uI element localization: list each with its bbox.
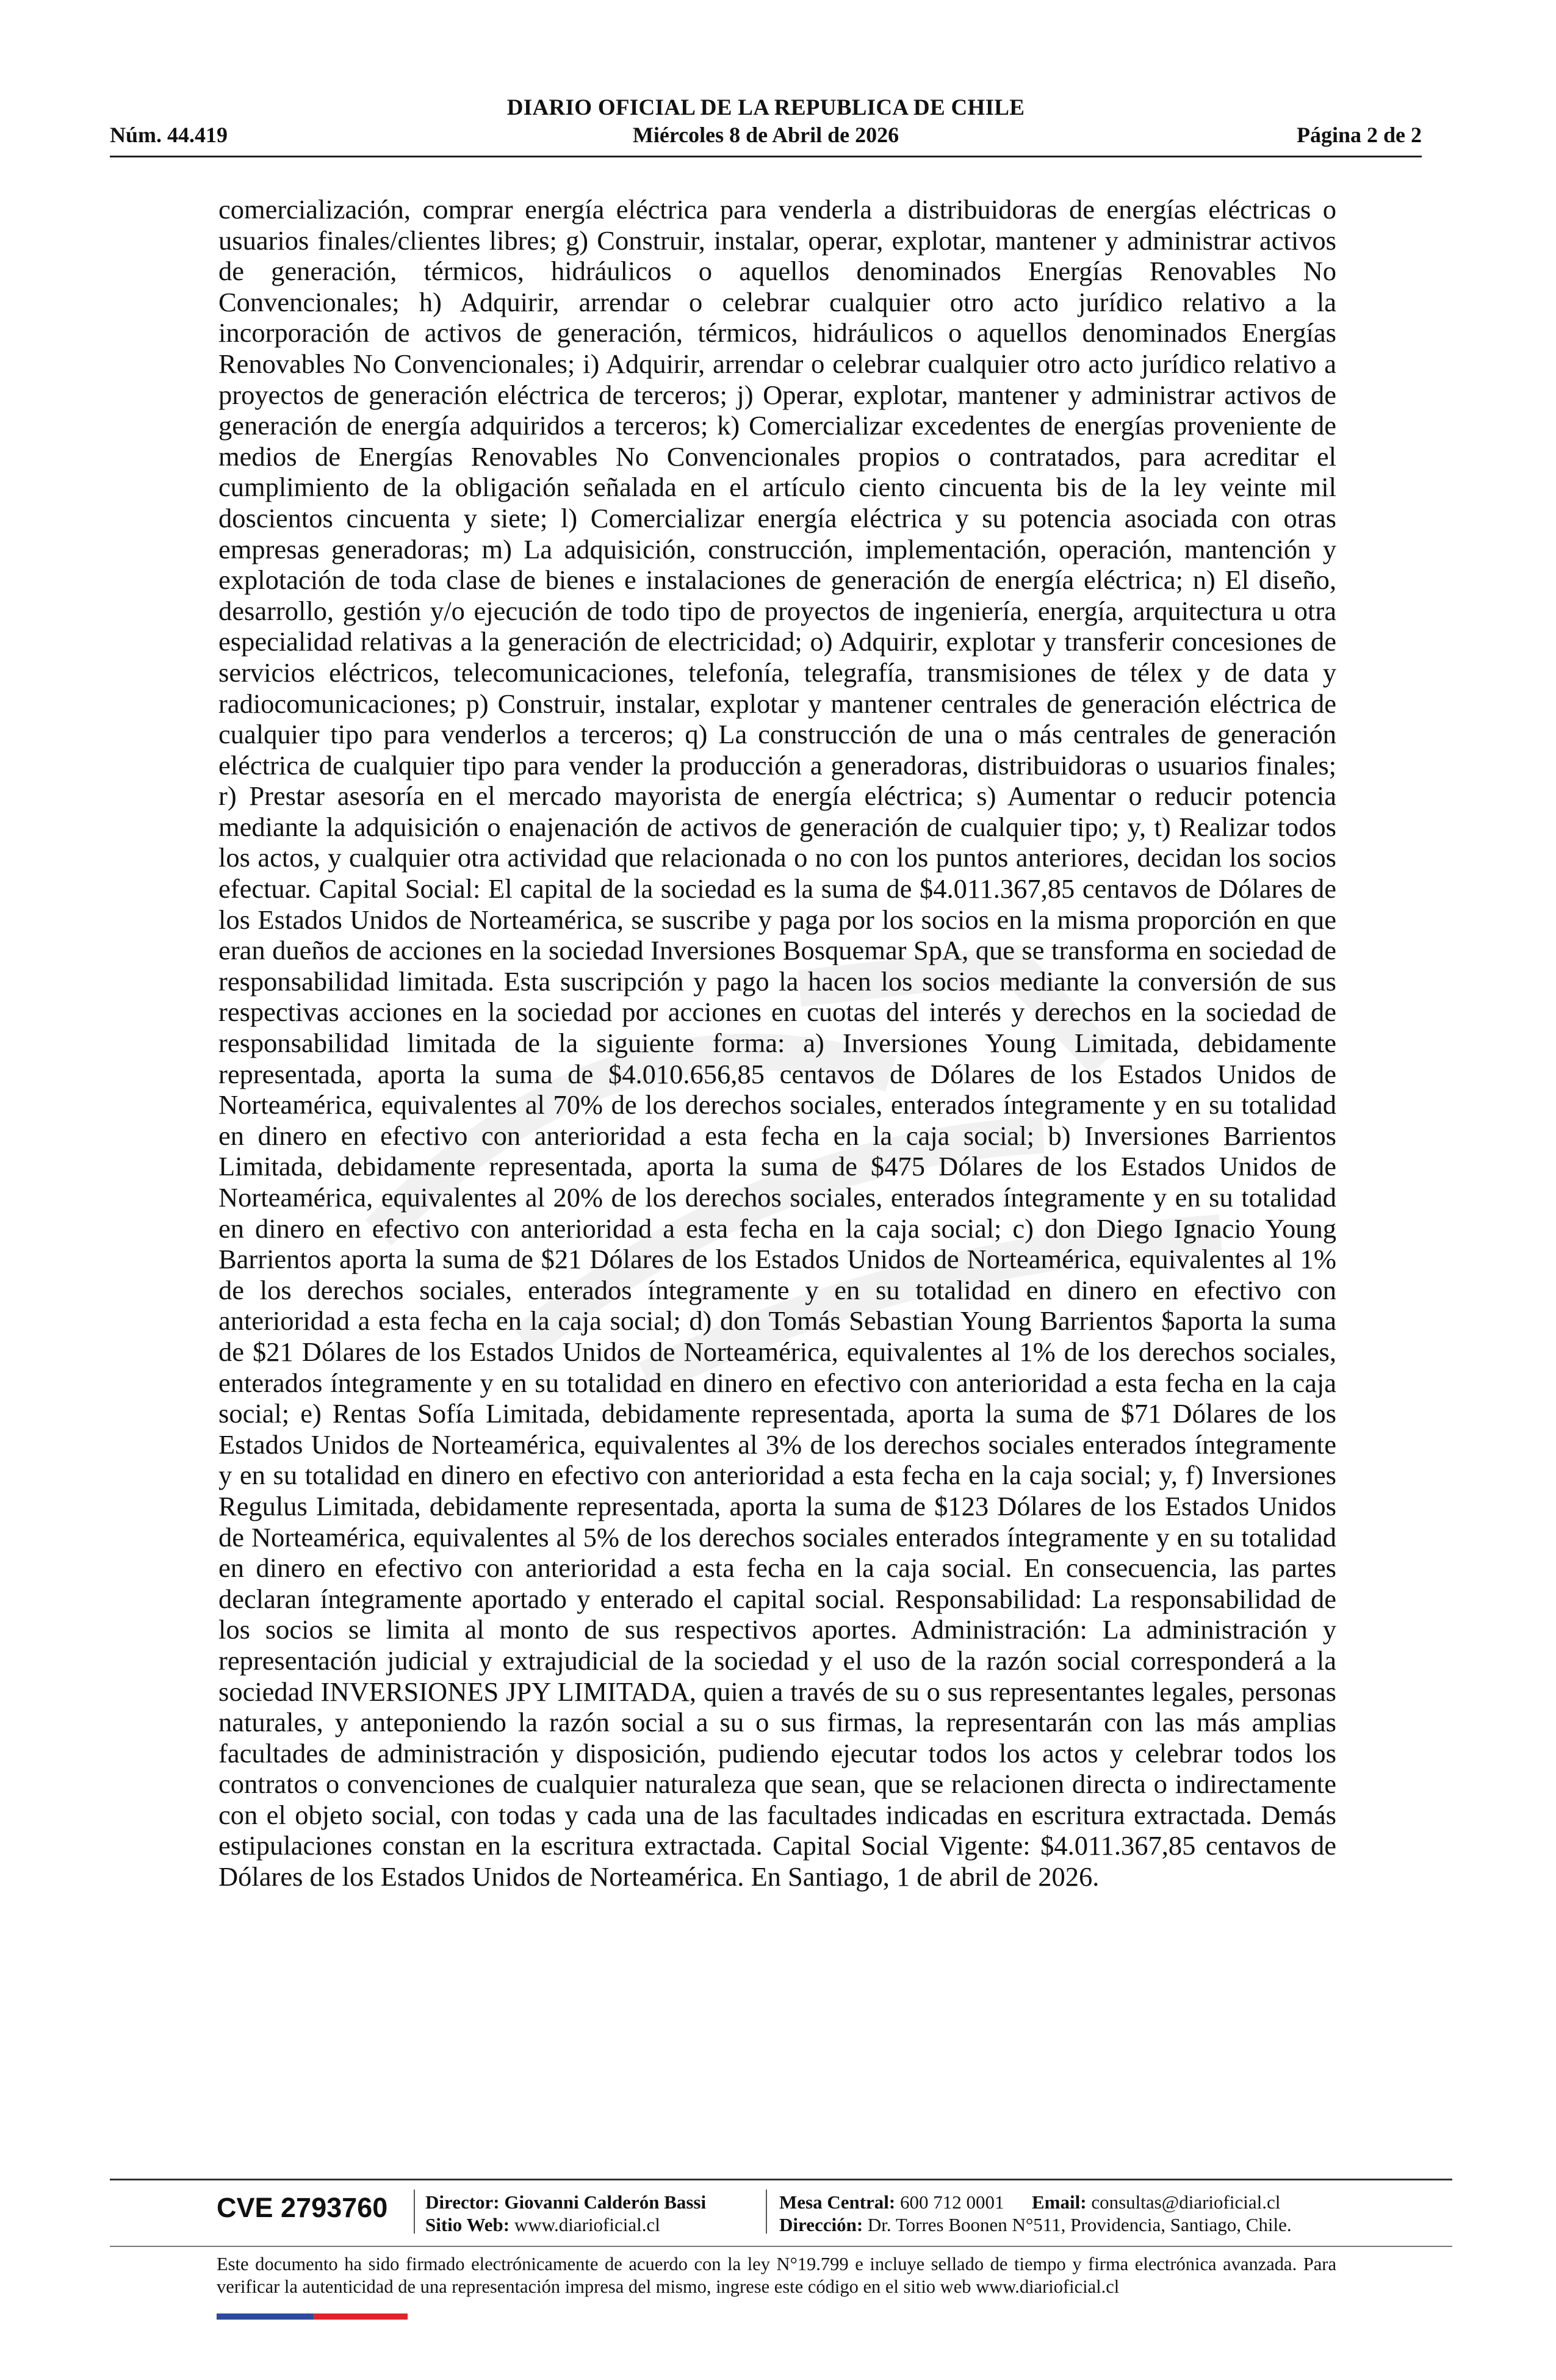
flag-stripe-red bbox=[313, 2313, 408, 2320]
website-link[interactable]: www.diarioficial.cl bbox=[514, 2214, 660, 2235]
address-label: Dirección: bbox=[779, 2214, 863, 2235]
footer-note-divider bbox=[110, 2246, 1452, 2247]
footer-divider bbox=[110, 2179, 1452, 2180]
issue-date: Miércoles 8 de Abril de 2026 bbox=[632, 123, 899, 147]
phone-value: 600 712 0001 bbox=[900, 2191, 1004, 2213]
director-name: Giovanni Calderón Bassi bbox=[504, 2191, 707, 2213]
email-label: Email: bbox=[1032, 2191, 1087, 2213]
email-link[interactable]: consultas@diarioficial.cl bbox=[1091, 2191, 1281, 2213]
cve-code: CVE 2793760 bbox=[217, 2192, 388, 2223]
header-divider bbox=[110, 156, 1422, 157]
page-number: Página 2 de 2 bbox=[1296, 123, 1422, 147]
footer-contact-left bbox=[425, 2191, 706, 2236]
issue-number: Núm. 44.419 bbox=[110, 123, 228, 147]
legal-note: Este documento ha sido firmado electrónicamente de acuerdo con la ley N°19.799 e incluye sellado de tiempo y firma electrónica avanzada. Para verificar la autenticidad de una representación impresa del mismo, ingrese este código en el sitio web www.diarioficial.cl bbox=[217, 2254, 1336, 2297]
footer-separator bbox=[414, 2190, 415, 2234]
website-label: Sitio Web: bbox=[425, 2214, 510, 2235]
footer-contact-right bbox=[779, 2191, 1292, 2236]
document-body: comercialización, comprar energía eléctrica para venderla a distribuidoras de energías eléctricas o usuarios finales/clientes libres; g) Construir, instalar, operar, explotar, mantener y administrar activos de generación, térmicos, hidráulicos o aquellos denominados Energías Renovables No Convencionales; h) Adquirir, arrendar o celebrar cualquier otro acto jurídico relativo a la incorporación de activos de generación, térmicos, hidráulicos o aquellos denominados Energías Renovables No Convencionales; i) Adquirir, arrendar o celebrar cualquier otro acto jurídico relativo a proyectos de generación eléctrica de terceros; j) Operar, explotar, mantener y administrar activos de generación de energía adquiridos a terceros; k) Comercializar excedentes de energías proveniente de medios de Energías Renovables No Convencionales propios o contratados, para acreditar el cumplimiento de la obligación señalada en el artículo ciento cincuenta bis de la ley veinte mil doscientos cincuenta y siete; l) Comercializar energía eléctrica y su potencia asociada con otras empresas generadoras; m) La adquisición, construcción, implementación, operación, mantención y explotación de toda clase de bienes e instalaciones de generación de energía eléctrica; n) El diseño, desarrollo, gestión y/o ejecución de todo tipo de proyectos de ingeniería, energía, arquitectura u otra especialidad relativas a la generación de electricidad; o) Adquirir, explotar y transferir concesiones de servicios eléctricos, telecomunicaciones, telefonía, telegrafía, transmisiones de télex y de data y radiocomunicaciones; p) Construir, instalar, explotar y mantener centrales de generación eléctrica de cualquier tipo para venderlos a terceros; q) La construcción de una o más centrales de generación eléctrica de cualquier tipo para vender la producción a generadoras, distribuidoras o usuarios finales; r) Prestar asesoría en el mercado mayorista de energía eléctrica; s) Aumentar o reducir potencia mediante la adquisición o enajenación de activos de generación de cualquier tipo; y, t) Realizar todos los actos, y cualquier otra actividad que relacionada o no con los puntos anteriores, decidan los socios efectuar. Capital Social: El capital de la sociedad es la suma de $4.011.367,85 centavos de Dólares de los Estados Unidos de Norteamérica, se suscribe y paga por los socios en la misma proporción en que eran dueños de acciones en la sociedad Inversiones Bosquemar SpA, que se transforma en sociedad de responsabilidad limitada. Esta suscripción y pago la hacen los socios mediante la conversión de sus respectivas acciones en la sociedad por acciones en cuotas del interés y derechos en la sociedad de responsabilidad limitada de la siguiente forma: a) Inversiones Young Limitada, debidamente representada, aporta la suma de $4.010.656,85 centavos de Dólares de los Estados Unidos de Norteamérica, equivalentes al 70% de los derechos sociales, enterados íntegramente y en su totalidad en dinero en efectivo con anterioridad a esta fecha en la caja social; b) Inversiones Barrientos Limitada, debidamente representada, aporta la suma de $475 Dólares de los Estados Unidos de Norteamérica, equivalentes al 20% de los derechos sociales, enterados íntegramente y en su totalidad en dinero en efectivo con anterioridad a esta fecha en la caja social; c) don Diego Ignacio Young Barrientos aporta la suma de $21 Dólares de los Estados Unidos de Norteamérica, equivalentes al 1% de los derechos sociales, enterados íntegramente y en su totalidad en dinero en efectivo con anterioridad a esta fecha en la caja social; d) don Tomás Sebastian Young Barrientos $aporta la suma de $21 Dólares de los Estados Unidos de Norteamérica, equivalentes al 1% de los derechos sociales, enterados íntegramente y en su totalidad en dinero en efectivo con anterioridad a esta fecha en la caja social; e) Rentas Sofía Limitada, debidamente representada, aporta la suma de $71 Dólares de los Estados Unidos de Norteamérica, equivalentes al 3% de los derechos sociales enterados íntegramente y en su totalidad en dinero en efectivo con anterioridad a esta fecha en la caja social; y, f) Inversiones Regulus Limitada, debidamente representada, aporta la suma de $123 Dólares de los Estados Unidos de Norteamérica, equivalentes al 5% de los derechos sociales enterados íntegramente y en su totalidad en dinero en efectivo con anterioridad a esta fecha en la caja social. En consecuencia, las partes declaran íntegramente aportado y enterado el capital social. Responsabilidad: La responsabilidad de los socios se limita al monto de sus respectivos aportes. Administración: La administración y representación judicial y extrajudicial de la sociedad y el uso de la razón social corresponderá a la sociedad INVERSIONES JPY LIMITADA, quien a través de su o sus representantes legales, personas naturales, y anteponiendo la razón social a su o sus firmas, la representarán con las más amplias facultades de administración y disposición, pudiendo ejecutar todos los actos y celebrar todos los contratos o convenciones de cualquier naturaleza que sean, que se relacionen directa o indirectamente con el objeto social, con todas y cada una de las facultades indicadas en escritura extractada. Demás estipulaciones constan en la escritura extractada. Capital Social Vigente: $4.011.367,85 centavos de Dólares de los Estados Unidos de Norteamérica. En Santiago, 1 de abril de 2026. bbox=[218, 194, 1336, 1892]
journal-title: DIARIO OFICIAL DE LA REPUBLICA DE CHILE bbox=[506, 95, 1025, 120]
footer-separator bbox=[766, 2190, 767, 2234]
phone-label: Mesa Central: bbox=[779, 2191, 896, 2213]
page-header bbox=[110, 95, 1422, 156]
address-value: Dr. Torres Boonen N°511, Providencia, Santiago, Chile. bbox=[867, 2214, 1292, 2235]
flag-stripe-blue bbox=[217, 2313, 313, 2320]
director-label: Director: bbox=[425, 2191, 500, 2213]
